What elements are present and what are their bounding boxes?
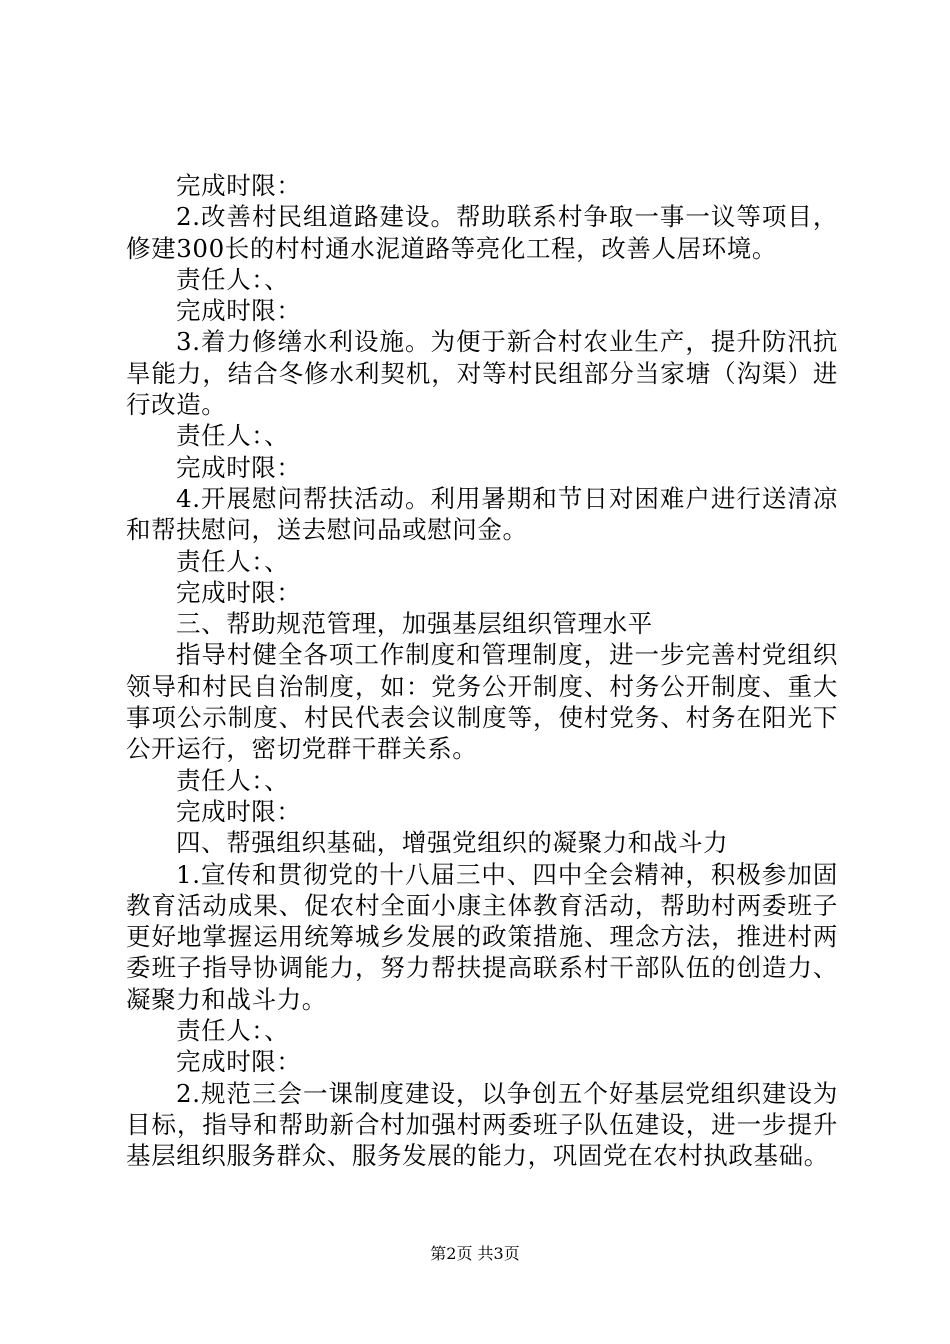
paragraph-item-publicize: 1.宣传和贯彻党的十八届三中、四中全会精神，积极参加固教育活动成果、促农村全面小康主体教育活动，帮助村两委班子更好地掌握运用统筹城乡发展的政策措施、理念方法，推进村两委班子指导协调能力，努力帮扶提高联系村干部队伍的创造力、凝聚力和战斗力。	[126, 859, 838, 1014]
section-heading-3: 三、帮助规范管理，加强基层组织管理水平	[176, 609, 653, 639]
paragraph-responsible-3: 责任人：、	[176, 546, 290, 576]
paragraph-deadline-3: 完成时限：	[176, 452, 302, 482]
paragraph-responsible-1: 责任人：、	[176, 264, 290, 294]
section-heading-4: 四、帮强组织基础，增强党组织的凝聚力和战斗力	[176, 828, 729, 858]
paragraph-item-road: 2.改善村民组道路建设。帮助联系村争取一事一议等项目，修建300长的村村通水泥道路等亮化工程，改善人居环境。	[126, 202, 838, 263]
paragraph-responsible-5: 责任人：、	[176, 1016, 290, 1046]
paragraph-deadline-1: 完成时限：	[176, 171, 302, 200]
paragraph-item-visit: 4.开展慰问帮扶活动。利用暑期和节日对困难户进行送清凉和帮扶慰问，送去慰问品或慰问金。	[126, 483, 838, 545]
paragraph-deadline-5: 完成时限：	[176, 796, 302, 826]
paragraph-management: 指导村健全各项工作制度和管理制度，进一步完善村党组织领导和村民自治制度，如：党务公开制度、村务公开制度、重大事项公示制度、村民代表会议制度等，使村党务、村务在阳光下公开运行，密切党群干群关系。	[126, 640, 838, 764]
paragraph-item-standardize: 2.规范三会一课制度建设，以争创五个好基层党组织建设为目标，指导和帮助新合村加强村两委班子队伍建设，进一步提升基层组织服务群众、服务发展的能力，巩固党在农村执政基础。	[126, 1078, 838, 1171]
paragraph-item-water: 3.着力修缮水利设施。为便于新合村农业生产，提升防汛抗旱能力，结合冬修水利契机，对等村民组部分当家塘（沟渠）进行改造。	[126, 327, 838, 420]
paragraph-responsible-2: 责任人：、	[176, 421, 290, 451]
paragraph-deadline-2: 完成时限：	[176, 296, 302, 326]
page-footer: 第2页 共3页	[430, 1244, 520, 1263]
paragraph-deadline-6: 完成时限：	[176, 1047, 302, 1077]
paragraph-responsible-4: 责任人：、	[176, 765, 290, 795]
document-body	[126, 170, 838, 1172]
paragraph-deadline-4: 完成时限：	[176, 577, 302, 607]
